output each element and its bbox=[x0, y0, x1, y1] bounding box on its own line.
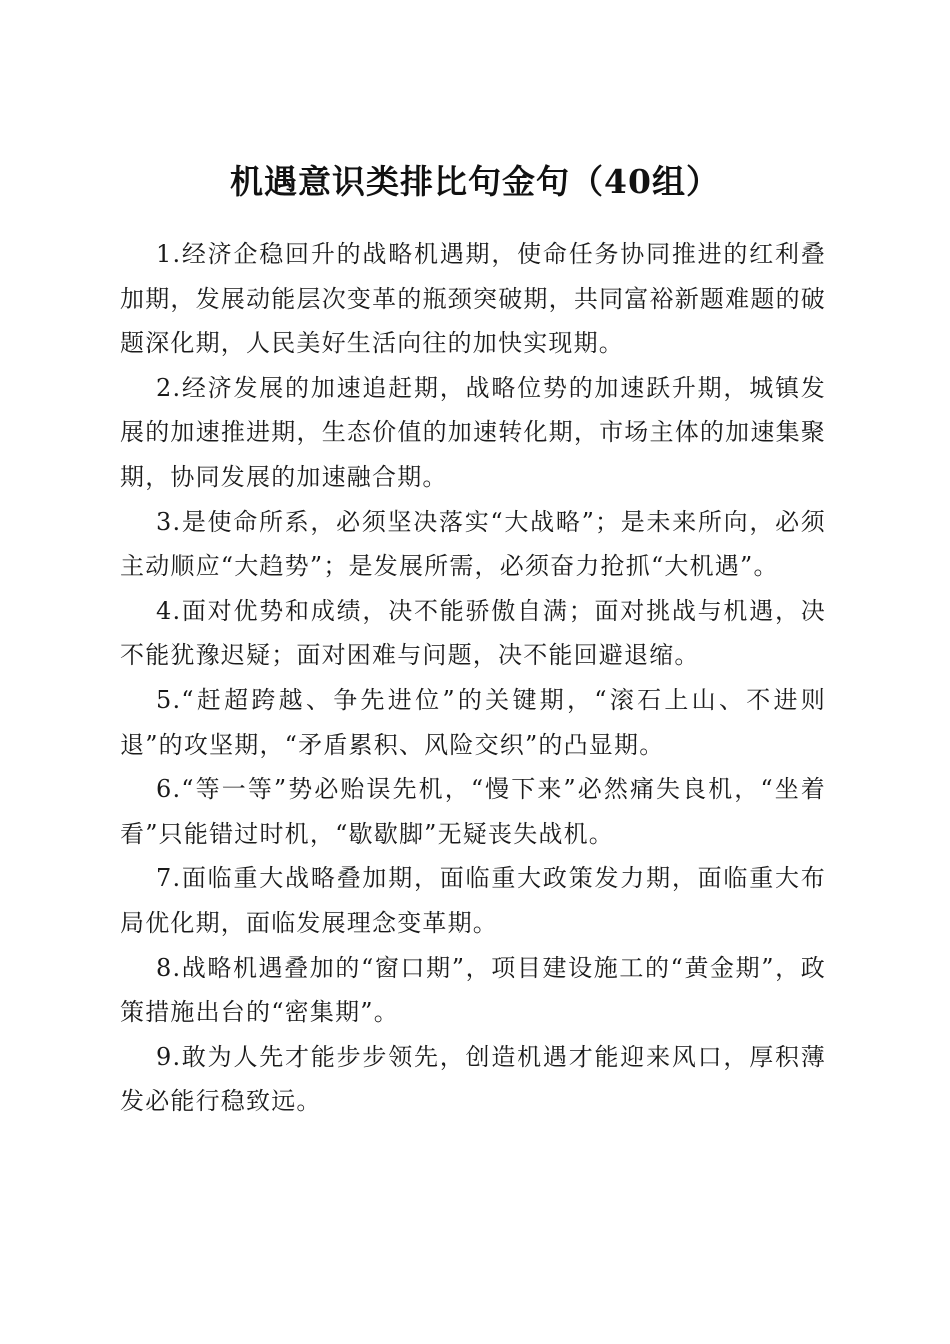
paragraph-8: 8.战略机遇叠加的“窗口期”，项目建设施工的“黄金期”，政策措施出台的“密集期”。 bbox=[120, 953, 826, 1027]
paragraph-6: 6.“等一等”势必贻误先机，“慢下来”必然痛失良机，“坐着看”只能错过时机，“歇歇脚”无疑丧失战机。 bbox=[120, 775, 826, 848]
paragraph-4: 4.面对优势和成绩，决不能骄傲自满；面对挑战与机遇，决不能犹豫迟疑；面对困难与问题，决不能回避退缩。 bbox=[120, 596, 826, 670]
page-title: 机遇意识类排比句金句（40组） bbox=[230, 162, 720, 202]
paragraph-2: 2.经济发展的加速追赶期，战略位势的加速跃升期，城镇发展的加速推进期，生态价值的加速转化期，市场主体的加速集聚期，协同发展的加速融合期。 bbox=[120, 373, 826, 491]
paragraph-5: 5.“赶超跨越、争先进位”的关键期，“滚石上山、不进则退”的攻坚期，“矛盾累积、风险交织”的凸显期。 bbox=[120, 685, 826, 759]
paragraph-3: 3.是使命所系，必须坚决落实“大战略”；是未来所向，必须主动顺应“大趋势”；是发展所需，必须奋力抢抓“大机遇”。 bbox=[120, 507, 826, 581]
paragraph-9: 9.敢为人先才能步步领先，创造机遇才能迎来风口，厚积薄发必能行稳致远。 bbox=[120, 1042, 826, 1116]
document-body bbox=[120, 232, 826, 1124]
paragraph-1: 1.经济企稳回升的战略机遇期，使命任务协同推进的红利叠加期，发展动能层次变革的瓶颈突破期，共同富裕新题难题的破题深化期，人民美好生活向往的加快实现期。 bbox=[120, 240, 826, 358]
paragraph-7: 7.面临重大战略叠加期，面临重大政策发力期，面临重大布局优化期，面临发展理念变革期。 bbox=[120, 864, 826, 937]
